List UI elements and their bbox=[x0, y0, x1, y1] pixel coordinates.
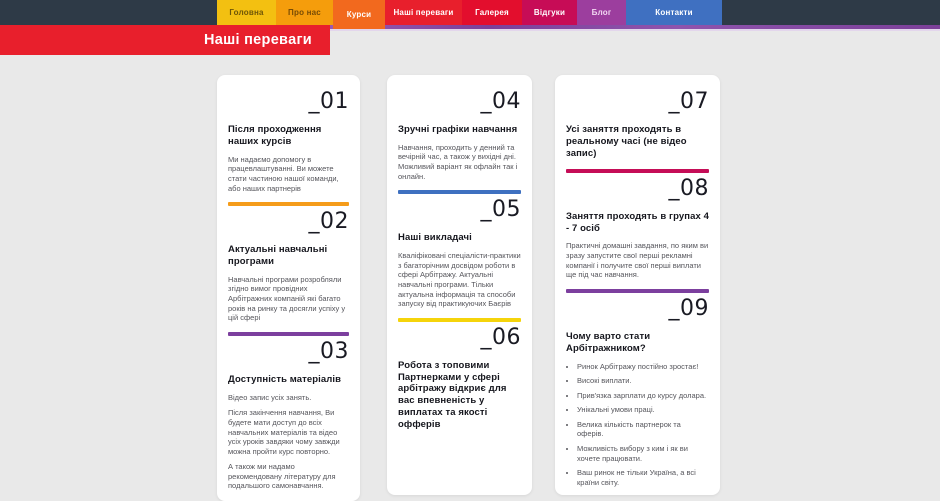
nav-item-home[interactable]: Головна bbox=[217, 0, 276, 25]
section-paragraph: Кваліфіковані спеціалісти-практики з багаторічним досвідом роботи в сфері Арбітражу. Актуальні навчальні програми. Тільки актуальна інформація та способи запуску від практикуючих Баєрів bbox=[398, 251, 521, 309]
section-paragraph: Ми надаємо допомогу в працевлаштуванні. Ви можете стати частиною нашої команди, або наших партнерів bbox=[228, 154, 339, 193]
nav-item-advantages[interactable]: Наші переваги bbox=[385, 0, 462, 25]
section-heading: Усі заняття проходять в реальному часі (не відео запис) bbox=[566, 124, 687, 159]
stripe-underline bbox=[330, 29, 940, 31]
section-heading: Зручні графіки навчання bbox=[398, 124, 518, 135]
section-number: _01 bbox=[308, 89, 349, 114]
section-number: _03 bbox=[308, 338, 349, 364]
section-heading: Наші викладачі bbox=[398, 232, 472, 244]
divider-bar-purple bbox=[566, 289, 709, 293]
divider-bar-crimson bbox=[566, 169, 709, 173]
bullet-item: • Прив'язка зарплати до курсу долара. bbox=[577, 391, 709, 401]
nav-item-reviews[interactable]: Відгуки bbox=[522, 0, 577, 25]
section-paragraph: Відео запис усіх занять. bbox=[228, 392, 312, 402]
section-paragraph: Навчання, проходить у денний та вечірній час, а також у вихідні дні. Можливий варіант як офлайн так і онлайн. bbox=[398, 142, 518, 181]
benefits-bullet-list bbox=[566, 362, 709, 488]
section-number: _09 bbox=[668, 295, 709, 321]
bullet-item: • Можливість вибору з ким і як ви хочете працювати. bbox=[577, 444, 709, 463]
section-heading: Заняття проходять в групах 4 - 7 осіб bbox=[566, 210, 709, 234]
benefits-card-2 bbox=[387, 75, 532, 495]
divider-bar-blue bbox=[398, 190, 521, 194]
nav-item-blog[interactable]: Блог bbox=[577, 0, 626, 25]
divider-bar-yellow bbox=[398, 318, 521, 322]
benefits-card-1 bbox=[217, 75, 360, 501]
section-heading: Чому варто стати Арбітражником? bbox=[566, 330, 651, 354]
section-heading: Робота з топовими Партнерками у сфері арбітражу відкриє для вас впевненість у виплатах та якості офферів bbox=[398, 359, 507, 431]
section-number: _04 bbox=[480, 89, 521, 114]
section-number: _02 bbox=[308, 209, 349, 235]
section-heading: Після проходження наших курсів bbox=[228, 124, 322, 147]
page-title-banner: Наші переваги bbox=[0, 25, 330, 55]
bullet-item: • Унікальні умови праці. bbox=[577, 405, 709, 415]
section-paragraph: Після закінчення навчання, Ви будете мати доступ до всіх навчальних матеріалів та відео усіх уроків завдяки чому завжди можна пройти курс повторно. bbox=[228, 408, 340, 456]
bullet-item: • Велика кількість партнерок та оферів. bbox=[577, 420, 709, 439]
section-heading: Доступність матеріалів bbox=[228, 373, 342, 385]
section-number: _06 bbox=[480, 324, 521, 350]
bullet-item: • Ринок Арбітражу постійно зростає! bbox=[577, 362, 709, 372]
bullet-item: • Високі виплати. bbox=[577, 376, 709, 386]
nav-item-about[interactable]: Про нас bbox=[276, 0, 333, 25]
bullet-item: • Ваш ринок не тільки Україна, а всі країни світу. bbox=[577, 468, 709, 487]
section-heading: Актуальні навчальні програми bbox=[228, 244, 328, 267]
divider-bar-purple bbox=[228, 332, 349, 336]
nav-item-courses[interactable]: Курси bbox=[333, 0, 385, 29]
section-paragraph: Навчальні програми розробляли згідно вимог провідних Арбітражних компаній які багато років на ринку та досягли успіху у цій сфері bbox=[228, 274, 346, 323]
nav-item-gallery[interactable]: Галерея bbox=[462, 0, 522, 25]
section-paragraph: А також ми надамо рекомендовану літературу для подальшого самонавчання. bbox=[228, 462, 336, 491]
section-number: _07 bbox=[668, 89, 709, 114]
nav-item-contacts[interactable]: Контакти bbox=[626, 0, 722, 25]
main-navigation bbox=[217, 0, 722, 25]
divider-bar-orange bbox=[228, 202, 349, 206]
section-paragraph: Практичні домашні завдання, по яким ви зразу запустите свої перші рекламні компанії і получите свої перші виплати ще під час навчання. bbox=[566, 241, 709, 280]
benefits-card-3 bbox=[555, 75, 720, 495]
section-number: _05 bbox=[480, 197, 521, 223]
section-number: _08 bbox=[668, 175, 709, 201]
